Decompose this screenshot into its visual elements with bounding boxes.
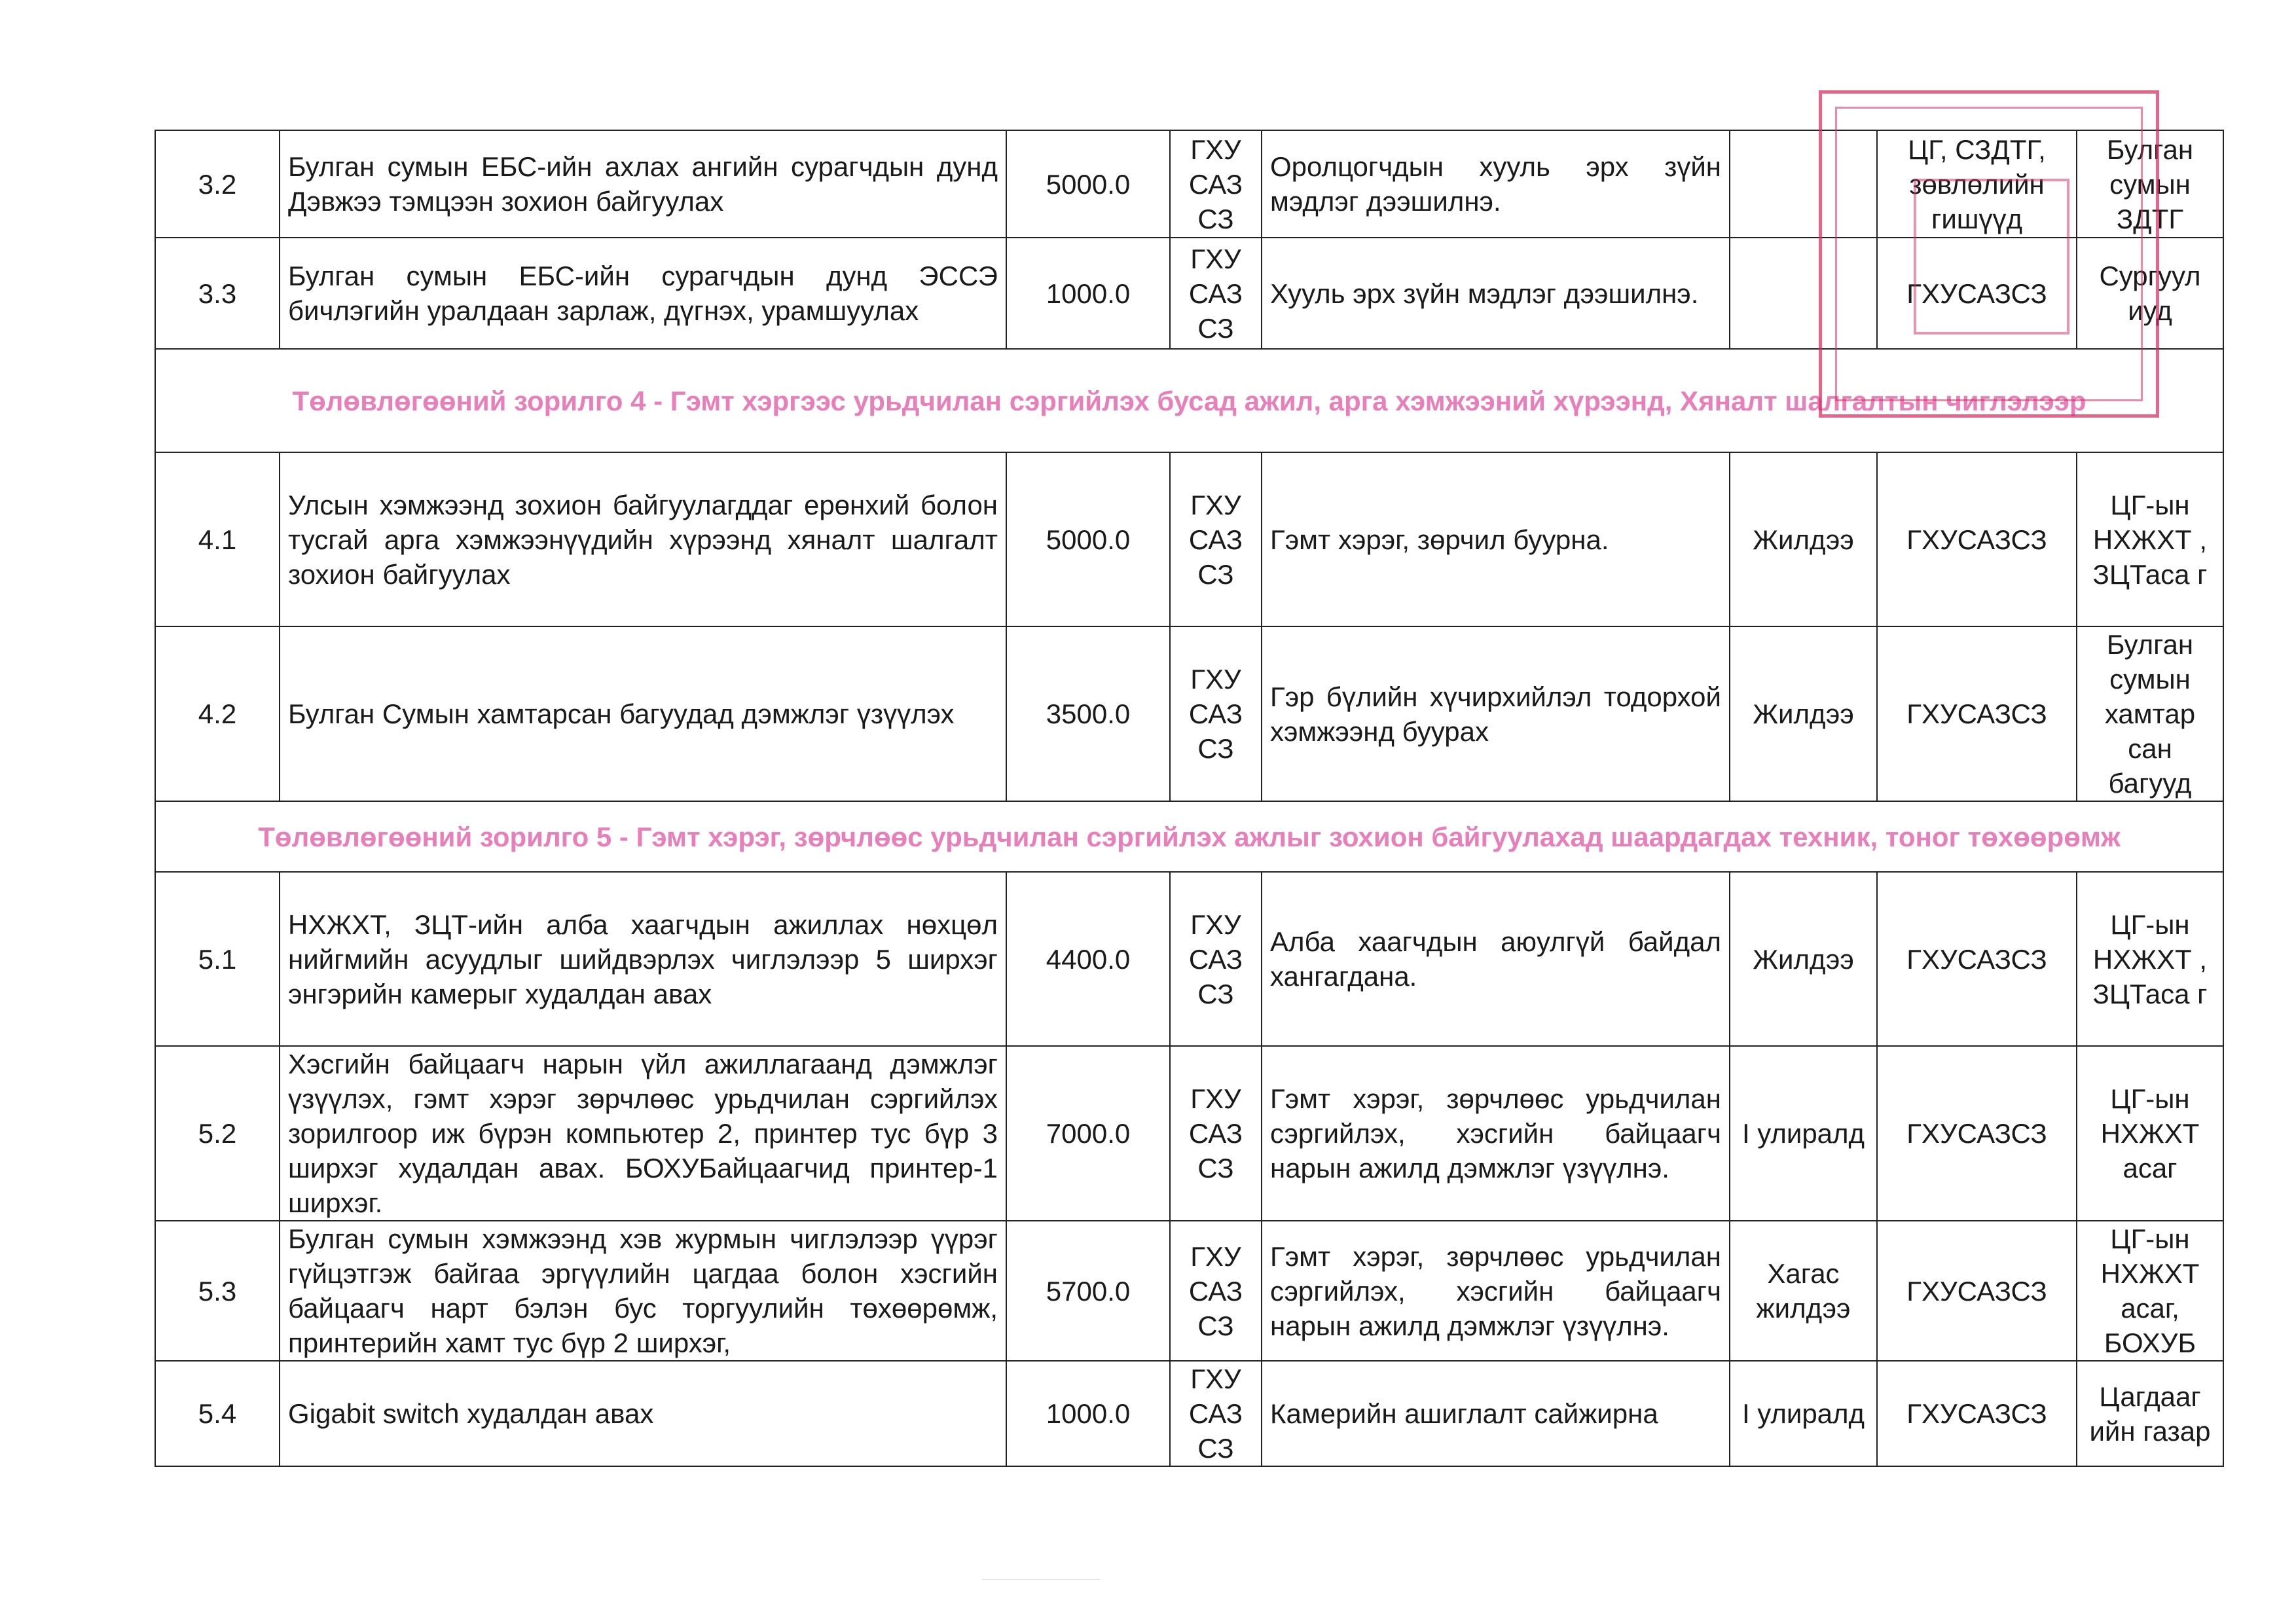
row-number: 5.1 <box>155 872 280 1046</box>
timeframe-cell: Жилдээ <box>1730 626 1877 801</box>
partner-cell: ЦГ-ын НХЖХТ , ЗЦТаса г <box>2077 452 2223 626</box>
goal-row <box>155 349 2223 452</box>
result-cell: Хууль эрх зүйн мэдлэг дээшилнэ. <box>1262 238 1730 349</box>
activity-cell: Хэсгийн байцаагч нарын үйл ажиллагаанд дэмжлэг үзүүлэх, гэмт хэрэг зөрчлөөс урьдчилан сэргийлэх зорилгоор иж бүрэн компьютер 2, принтер тус бүр 3 ширхэг худалдан авах. БОХУБайцаагчид принтер-1 ширхэг. <box>280 1046 1006 1221</box>
executor-cell: ЦГ, СЗДТГ, зөвлөлийн гишүүд <box>1877 130 2077 238</box>
table-row <box>155 130 2223 238</box>
activity-cell: Булган сумын хэмжээнд хэв журмын чиглэлээр үүрэг гүйцэтгэж байгаа эргүүлийн цагдаа болон хэсгийн байцаагч нарт бэлэн бус торгуулийн төхөөрөмж, принтерийн хамт тус бүр 2 ширхэг, <box>280 1221 1006 1361</box>
table-row <box>155 872 2223 1046</box>
executor-cell: ГХУСАЗСЗ <box>1877 1221 2077 1361</box>
activity-cell: Булган Сумын хамтарсан багуудад дэмжлэг үзүүлэх <box>280 626 1006 801</box>
budget-cell: 7000.0 <box>1006 1046 1170 1221</box>
scan-mark <box>982 1579 1100 1580</box>
result-cell: Камерийн ашиглалт сайжирна <box>1262 1361 1730 1466</box>
timeframe-cell: I улиралд <box>1730 1046 1877 1221</box>
executor-cell: ГХУСАЗСЗ <box>1877 1361 2077 1466</box>
timeframe-cell: I улиралд <box>1730 1361 1877 1466</box>
organizer-cell: ГХУ САЗ СЗ <box>1170 1361 1262 1466</box>
row-number: 5.2 <box>155 1046 280 1221</box>
table-row <box>155 238 2223 349</box>
executor-cell: ГХУСАЗСЗ <box>1877 1046 2077 1221</box>
executor-cell: ГХУСАЗСЗ <box>1877 626 2077 801</box>
budget-cell: 5700.0 <box>1006 1221 1170 1361</box>
result-cell: Гэр бүлийн хүчирхийлэл тодорхой хэмжээнд буурах <box>1262 626 1730 801</box>
activity-cell: Булган сумын ЕБС-ийн сурагчдын дунд ЭССЭ бичлэгийн уралдаан зарлаж, дүгнэх, урамшуулах <box>280 238 1006 349</box>
timeframe-cell <box>1730 238 1877 349</box>
organizer-cell: ГХУ САЗ СЗ <box>1170 626 1262 801</box>
plan-table <box>155 130 2224 1467</box>
result-cell: Гэмт хэрэг, зөрчил буурна. <box>1262 452 1730 626</box>
result-cell: Гэмт хэрэг, зөрчлөөс урьдчилан сэргийлэх, хэсгийн байцаагч нарын ажилд дэмжлэг үзүүлнэ. <box>1262 1221 1730 1361</box>
partner-cell: ЦГ-ын НХЖХТ , ЗЦТаса г <box>2077 872 2223 1046</box>
goal-heading: Төлөвлөгөөний зорилго 5 - Гэмт хэрэг, зөрчлөөс урьдчилан сэргийлэх ажлыг зохион байгуулахад шаардагдах техник, тоног төхөөрөмж <box>155 801 2223 872</box>
budget-cell: 1000.0 <box>1006 1361 1170 1466</box>
result-cell: Алба хаагчдын аюулгүй байдал хангагдана. <box>1262 872 1730 1046</box>
timeframe-cell <box>1730 130 1877 238</box>
organizer-cell: ГХУ САЗ СЗ <box>1170 452 1262 626</box>
result-cell: Гэмт хэрэг, зөрчлөөс урьдчилан сэргийлэх, хэсгийн байцаагч нарын ажилд дэмжлэг үзүүлнэ. <box>1262 1046 1730 1221</box>
row-number: 4.2 <box>155 626 280 801</box>
partner-cell: Булган сумын хамтар сан багууд <box>2077 626 2223 801</box>
activity-cell: Gigabit switch худалдан авах <box>280 1361 1006 1466</box>
partner-cell: Цагдааг ийн газар <box>2077 1361 2223 1466</box>
partner-cell: Булган сумын ЗДТГ <box>2077 130 2223 238</box>
table-row <box>155 1221 2223 1361</box>
row-number: 5.4 <box>155 1361 280 1466</box>
row-number: 3.2 <box>155 130 280 238</box>
executor-cell: ГХУСАЗСЗ <box>1877 872 2077 1046</box>
partner-cell: ЦГ-ын НХЖХТ асаг <box>2077 1046 2223 1221</box>
result-cell: Оролцогчдын хууль эрх зүйн мэдлэг дээшилнэ. <box>1262 130 1730 238</box>
row-number: 5.3 <box>155 1221 280 1361</box>
organizer-cell: ГХУ САЗ СЗ <box>1170 130 1262 238</box>
row-number: 3.3 <box>155 238 280 349</box>
organizer-cell: ГХУ САЗ СЗ <box>1170 872 1262 1046</box>
organizer-cell: ГХУ САЗ СЗ <box>1170 1221 1262 1361</box>
goal-row <box>155 801 2223 872</box>
table-row <box>155 452 2223 626</box>
timeframe-cell: Жилдээ <box>1730 872 1877 1046</box>
partner-cell: ЦГ-ын НХЖХТ асаг, БОХУБ <box>2077 1221 2223 1361</box>
activity-cell: Улсын хэмжээнд зохион байгуулагддаг ерөнхий болон тусгай арга хэмжээнүүдийн хүрээнд хяналт шалгалт зохион байгуулах <box>280 452 1006 626</box>
row-number: 4.1 <box>155 452 280 626</box>
timeframe-cell: Хагас жилдээ <box>1730 1221 1877 1361</box>
budget-cell: 3500.0 <box>1006 626 1170 801</box>
partner-cell: Сургуул иуд <box>2077 238 2223 349</box>
organizer-cell: ГХУ САЗ СЗ <box>1170 238 1262 349</box>
budget-cell: 4400.0 <box>1006 872 1170 1046</box>
budget-cell: 5000.0 <box>1006 130 1170 238</box>
table-row <box>155 1361 2223 1466</box>
budget-cell: 1000.0 <box>1006 238 1170 349</box>
executor-cell: ГХУСАЗСЗ <box>1877 452 2077 626</box>
organizer-cell: ГХУ САЗ СЗ <box>1170 1046 1262 1221</box>
budget-cell: 5000.0 <box>1006 452 1170 626</box>
timeframe-cell: Жилдээ <box>1730 452 1877 626</box>
activity-cell: НХЖХТ, ЗЦТ-ийн алба хаагчдын ажиллах нөхцөл нийгмийн асуудлыг шийдвэрлэх чиглэлээр 5 ширхэг энгэрийн камерыг худалдан авах <box>280 872 1006 1046</box>
executor-cell: ГХУСАЗСЗ <box>1877 238 2077 349</box>
goal-heading: Төлөвлөгөөний зорилго 4 - Гэмт хэргээс урьдчилан сэргийлэх бусад ажил, арга хэмжээний хүрээнд, Хяналт шалгалтын чиглэлээр <box>155 349 2223 452</box>
table-row <box>155 626 2223 801</box>
activity-cell: Булган сумын ЕБС-ийн ахлах ангийн сурагчдын дунд Дэвжээ тэмцээн зохион байгуулах <box>280 130 1006 238</box>
table-row <box>155 1046 2223 1221</box>
